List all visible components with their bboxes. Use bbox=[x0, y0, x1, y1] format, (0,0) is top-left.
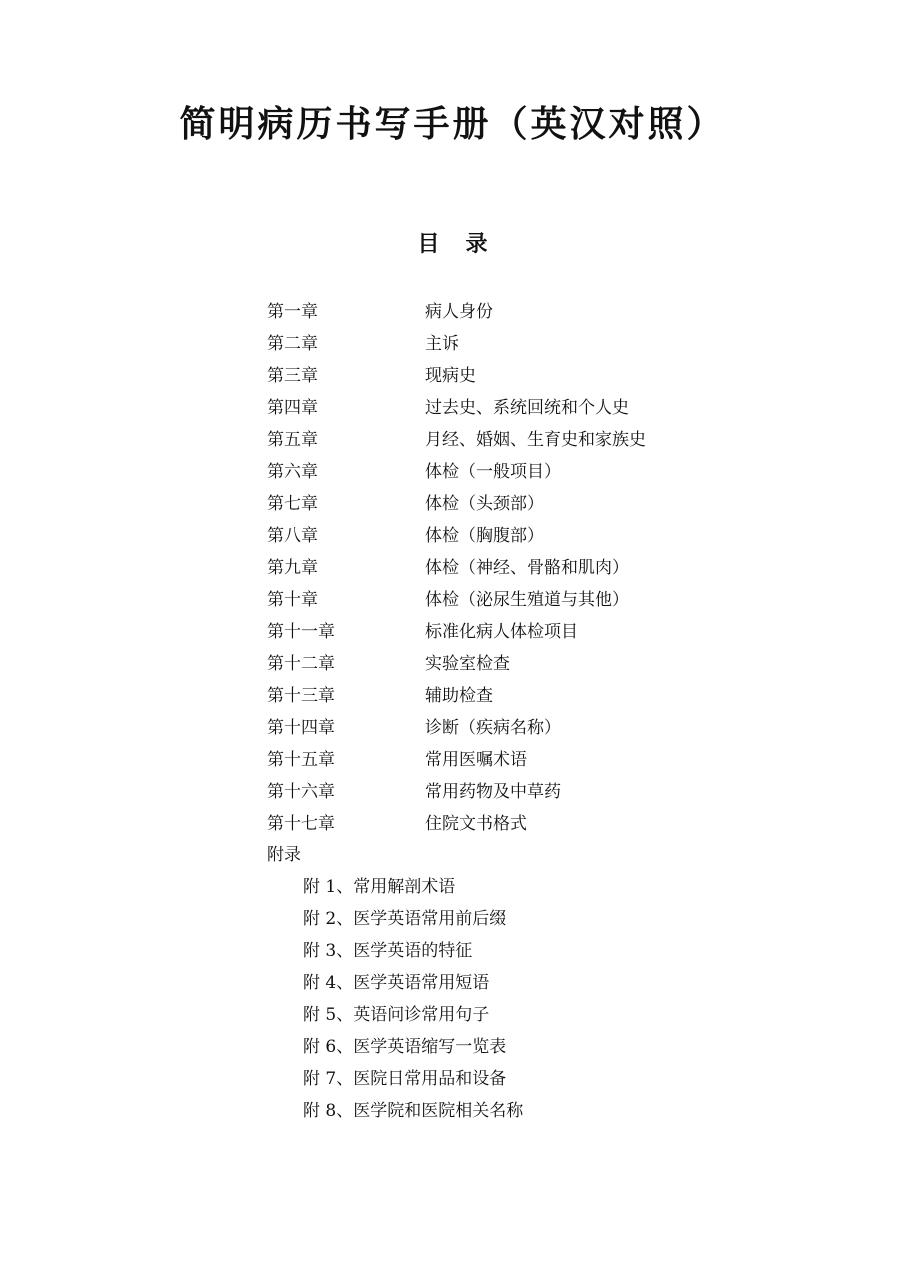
chapter-entry bbox=[267, 584, 827, 616]
appendix-entry: 附 5、英语问诊常用句子 bbox=[303, 1005, 490, 1025]
chapter-name: 常用医嘱术语 bbox=[425, 750, 527, 770]
chapter-name: 标准化病人体检项目 bbox=[425, 622, 578, 642]
chapter-name: 体检（胸腹部） bbox=[425, 526, 544, 546]
chapter-number: 第三章 bbox=[267, 366, 318, 386]
chapter-entry bbox=[267, 360, 827, 392]
chapter-number: 第十二章 bbox=[267, 654, 335, 674]
appendix-entry: 附 7、医院日常用品和设备 bbox=[303, 1069, 507, 1089]
chapter-number: 第十一章 bbox=[267, 622, 335, 642]
chapter-entry bbox=[267, 488, 827, 520]
chapter-name: 辅助检查 bbox=[425, 686, 493, 706]
appendix-entry: 附 8、医学院和医院相关名称 bbox=[303, 1101, 524, 1121]
chapter-entry bbox=[267, 808, 827, 840]
chapter-name: 体检（头颈部） bbox=[425, 494, 544, 514]
chapter-name: 月经、婚姻、生育史和家族史 bbox=[425, 430, 646, 450]
chapter-number: 第二章 bbox=[267, 334, 318, 354]
chapter-number: 第九章 bbox=[267, 558, 318, 578]
toc-heading-left: 目 bbox=[417, 232, 440, 257]
chapter-entry bbox=[267, 776, 827, 808]
chapter-number: 第四章 bbox=[267, 398, 318, 418]
chapter-name: 主诉 bbox=[425, 334, 459, 354]
chapter-name: 住院文书格式 bbox=[425, 814, 527, 834]
appendix-entry: 附 4、医学英语常用短语 bbox=[303, 973, 490, 993]
chapter-name: 常用药物及中草药 bbox=[425, 782, 561, 802]
chapter-number: 第十三章 bbox=[267, 686, 335, 706]
chapter-entry bbox=[267, 392, 827, 424]
chapter-name: 现病史 bbox=[425, 366, 476, 386]
document-title: 简明病历书写手册（英汉对照） bbox=[179, 104, 726, 145]
chapter-entry bbox=[267, 680, 827, 712]
chapter-entry bbox=[267, 456, 827, 488]
chapter-number: 第十六章 bbox=[267, 782, 335, 802]
chapter-name: 体检（神经、骨骼和肌肉） bbox=[425, 558, 629, 578]
chapter-number: 第十章 bbox=[267, 590, 318, 610]
chapter-entry bbox=[267, 648, 827, 680]
toc-heading bbox=[0, 228, 905, 262]
appendix-entry: 附 1、常用解剖术语 bbox=[303, 877, 456, 897]
chapter-name: 过去史、系统回统和个人史 bbox=[425, 398, 629, 418]
chapter-entry bbox=[267, 296, 827, 328]
chapter-entry bbox=[267, 744, 827, 776]
chapter-entry bbox=[267, 712, 827, 744]
appendix-entry: 附 6、医学英语缩写一览表 bbox=[303, 1037, 507, 1057]
appendix-list bbox=[303, 871, 523, 1127]
chapter-number: 第六章 bbox=[267, 462, 318, 482]
chapter-name: 病人身份 bbox=[425, 302, 493, 322]
chapter-name: 实验室检查 bbox=[425, 654, 510, 674]
chapter-entry bbox=[267, 328, 827, 360]
chapter-number: 第七章 bbox=[267, 494, 318, 514]
chapter-entry bbox=[267, 616, 827, 648]
appendix-entry: 附 2、医学英语常用前后缀 bbox=[303, 909, 507, 929]
chapter-entry bbox=[267, 424, 827, 456]
chapter-number: 第十七章 bbox=[267, 814, 335, 834]
chapter-name: 诊断（疾病名称） bbox=[425, 718, 561, 738]
chapter-list bbox=[267, 296, 827, 840]
chapter-number: 第五章 bbox=[267, 430, 318, 450]
appendix-entry: 附 3、医学英语的特征 bbox=[303, 941, 473, 961]
appendix-label: 附录 bbox=[267, 845, 301, 865]
toc-heading-right: 录 bbox=[465, 232, 488, 257]
chapter-entry bbox=[267, 552, 827, 584]
chapter-name: 体检（泌尿生殖道与其他） bbox=[425, 590, 629, 610]
chapter-number: 第八章 bbox=[267, 526, 318, 546]
chapter-name: 体检（一般项目） bbox=[425, 462, 561, 482]
chapter-number: 第十四章 bbox=[267, 718, 335, 738]
chapter-entry bbox=[267, 520, 827, 552]
chapter-number: 第一章 bbox=[267, 302, 318, 322]
chapter-number: 第十五章 bbox=[267, 750, 335, 770]
